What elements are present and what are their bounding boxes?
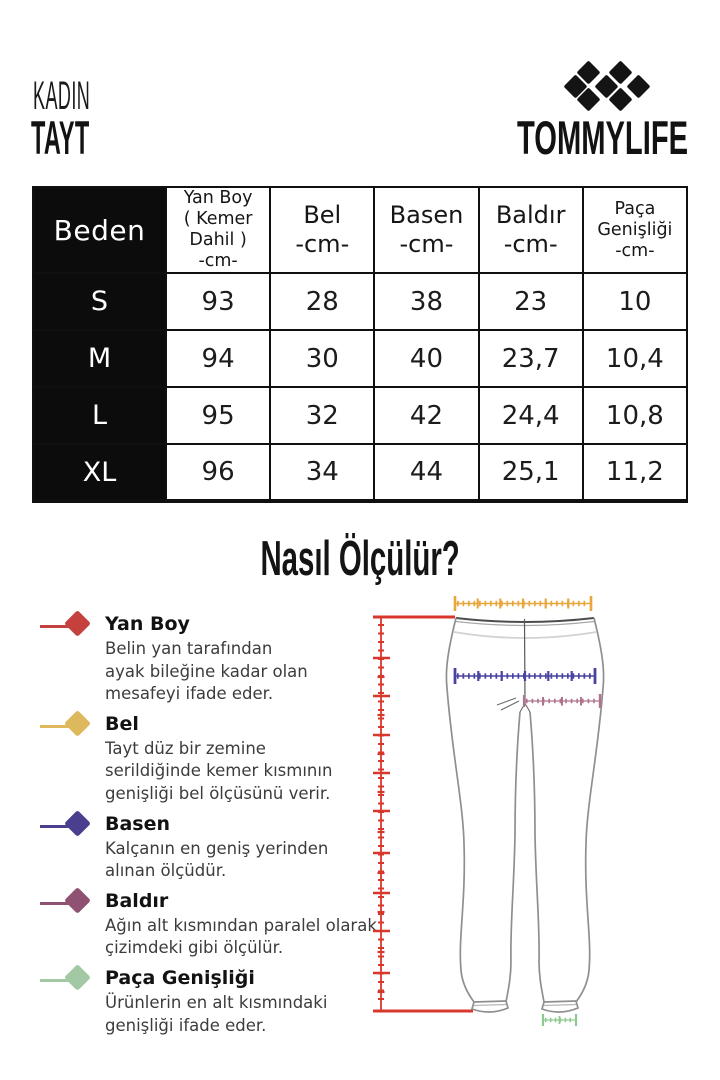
brand-name: TOMMYLIFE bbox=[517, 111, 689, 164]
marker-diamond-icon bbox=[64, 810, 91, 837]
column-header-line: Baldır bbox=[495, 201, 566, 229]
measure-name: Basen bbox=[105, 812, 171, 835]
measurement-value: 44 bbox=[374, 444, 478, 501]
legend-item bbox=[40, 712, 370, 806]
measure-description-line: ayak bileğine kadar olan bbox=[105, 661, 308, 681]
measurement-column-header bbox=[166, 187, 270, 273]
column-header-line: ( Kemer Dahil ) bbox=[183, 209, 253, 250]
legend-text bbox=[105, 712, 370, 806]
column-header-line: Basen bbox=[389, 201, 464, 229]
leggings-measurement-diagram bbox=[373, 588, 718, 1068]
marker-diamond-icon bbox=[64, 887, 91, 914]
diamond-icon bbox=[626, 74, 650, 98]
measure-description-line: genişliği ifade eder. bbox=[105, 1015, 267, 1035]
bel-ruler bbox=[455, 596, 591, 611]
measure-name: Baldır bbox=[105, 889, 169, 912]
measurement-value: 94 bbox=[166, 330, 270, 387]
measure-description-line: genişliği bel ölçüsünü verir. bbox=[105, 783, 331, 803]
measurement-value: 10,4 bbox=[583, 330, 687, 387]
measure-name: Paça Genişliği bbox=[105, 966, 255, 989]
measurement-value: 32 bbox=[270, 387, 374, 444]
column-header-line: -cm- bbox=[503, 230, 558, 258]
legend-text bbox=[105, 966, 370, 1037]
table-header-row bbox=[33, 187, 687, 273]
measure-description-line: Kalçanın en geniş yerinden bbox=[105, 838, 329, 858]
measurement-value: 93 bbox=[166, 273, 270, 330]
size-table bbox=[32, 186, 688, 503]
size-label: S bbox=[33, 273, 166, 330]
legend-text bbox=[105, 612, 370, 706]
column-header-line: -cm- bbox=[399, 230, 454, 258]
size-label: XL bbox=[33, 444, 166, 501]
column-header-line: Yan Boy bbox=[183, 188, 253, 208]
measurement-value: 96 bbox=[166, 444, 270, 501]
size-column-header: Beden bbox=[33, 187, 166, 273]
measurement-value: 23 bbox=[479, 273, 583, 330]
size-label: L bbox=[33, 387, 166, 444]
how-to-measure-heading-wrap bbox=[0, 534, 720, 585]
measurement-value: 25,1 bbox=[479, 444, 583, 501]
legend-item bbox=[40, 966, 370, 1037]
marker-diamond-icon bbox=[64, 964, 91, 991]
column-header-line: -cm- bbox=[198, 251, 238, 271]
measurement-value: 42 bbox=[374, 387, 478, 444]
column-header-line: -cm- bbox=[615, 240, 655, 261]
product-type-label: TAYT bbox=[31, 111, 90, 164]
measurement-column-header bbox=[583, 187, 687, 273]
measurement-value: 40 bbox=[374, 330, 478, 387]
measurement-value: 30 bbox=[270, 330, 374, 387]
measure-marker-icon bbox=[40, 714, 100, 740]
table-row bbox=[33, 444, 687, 501]
legend-item bbox=[40, 812, 370, 883]
measurement-column-header bbox=[374, 187, 478, 273]
table-row bbox=[33, 330, 687, 387]
size-label: M bbox=[33, 330, 166, 387]
measure-description-line: alınan ölçüdür. bbox=[105, 861, 227, 881]
measure-description-line: Ağın alt kısmından paralel olarak bbox=[105, 915, 377, 935]
measurement-legend bbox=[40, 612, 377, 1037]
measurement-value: 10,8 bbox=[583, 387, 687, 444]
measurement-column-header bbox=[479, 187, 583, 273]
measure-description-line: Belin yan tarafından bbox=[105, 639, 273, 658]
measure-marker-icon bbox=[40, 891, 100, 917]
legend-text bbox=[105, 812, 370, 883]
legend-item bbox=[40, 612, 370, 706]
measurement-value: 28 bbox=[270, 273, 374, 330]
measure-marker-icon bbox=[40, 968, 100, 994]
measurement-value: 95 bbox=[166, 387, 270, 444]
category-label: KADIN bbox=[33, 74, 91, 118]
measurement-value: 34 bbox=[270, 444, 374, 501]
brand-diamonds-icon bbox=[563, 60, 651, 114]
column-header-line: Paça bbox=[614, 198, 656, 219]
how-to-measure-heading: Nasıl Ölçülür? bbox=[260, 532, 460, 586]
column-header-line: Bel bbox=[303, 201, 342, 229]
column-header-line: -cm- bbox=[295, 230, 350, 258]
measurement-value: 24,4 bbox=[479, 387, 583, 444]
measure-description-line: çizimdeki gibi ölçülür. bbox=[105, 938, 284, 958]
measurement-value: 38 bbox=[374, 273, 478, 330]
measure-marker-icon bbox=[40, 614, 100, 640]
table-row bbox=[33, 273, 687, 330]
measure-marker-icon bbox=[40, 814, 100, 840]
column-header-line: Genişliği bbox=[597, 219, 673, 240]
baldir-ruler bbox=[524, 694, 600, 708]
measurement-value: 23,7 bbox=[479, 330, 583, 387]
measure-description-line: Ürünlerin en alt kısmındaki bbox=[105, 992, 328, 1012]
measurement-value: 10 bbox=[583, 273, 687, 330]
paca-ruler bbox=[543, 1014, 576, 1026]
marker-diamond-icon bbox=[64, 610, 91, 637]
measure-name: Bel bbox=[105, 712, 139, 735]
legend-text bbox=[105, 889, 377, 960]
measurement-column-header bbox=[270, 187, 374, 273]
table-row bbox=[33, 387, 687, 444]
legend-item bbox=[40, 889, 377, 960]
measure-description-line: mesafeyi ifade eder. bbox=[105, 684, 274, 704]
measure-name: Yan Boy bbox=[105, 613, 190, 635]
measurement-value: 11,2 bbox=[583, 444, 687, 501]
marker-diamond-icon bbox=[64, 710, 91, 737]
measure-description-line: serildiğinde kemer kısmının bbox=[105, 761, 333, 781]
measure-description-line: Tayt düz bir zemine bbox=[105, 738, 266, 758]
